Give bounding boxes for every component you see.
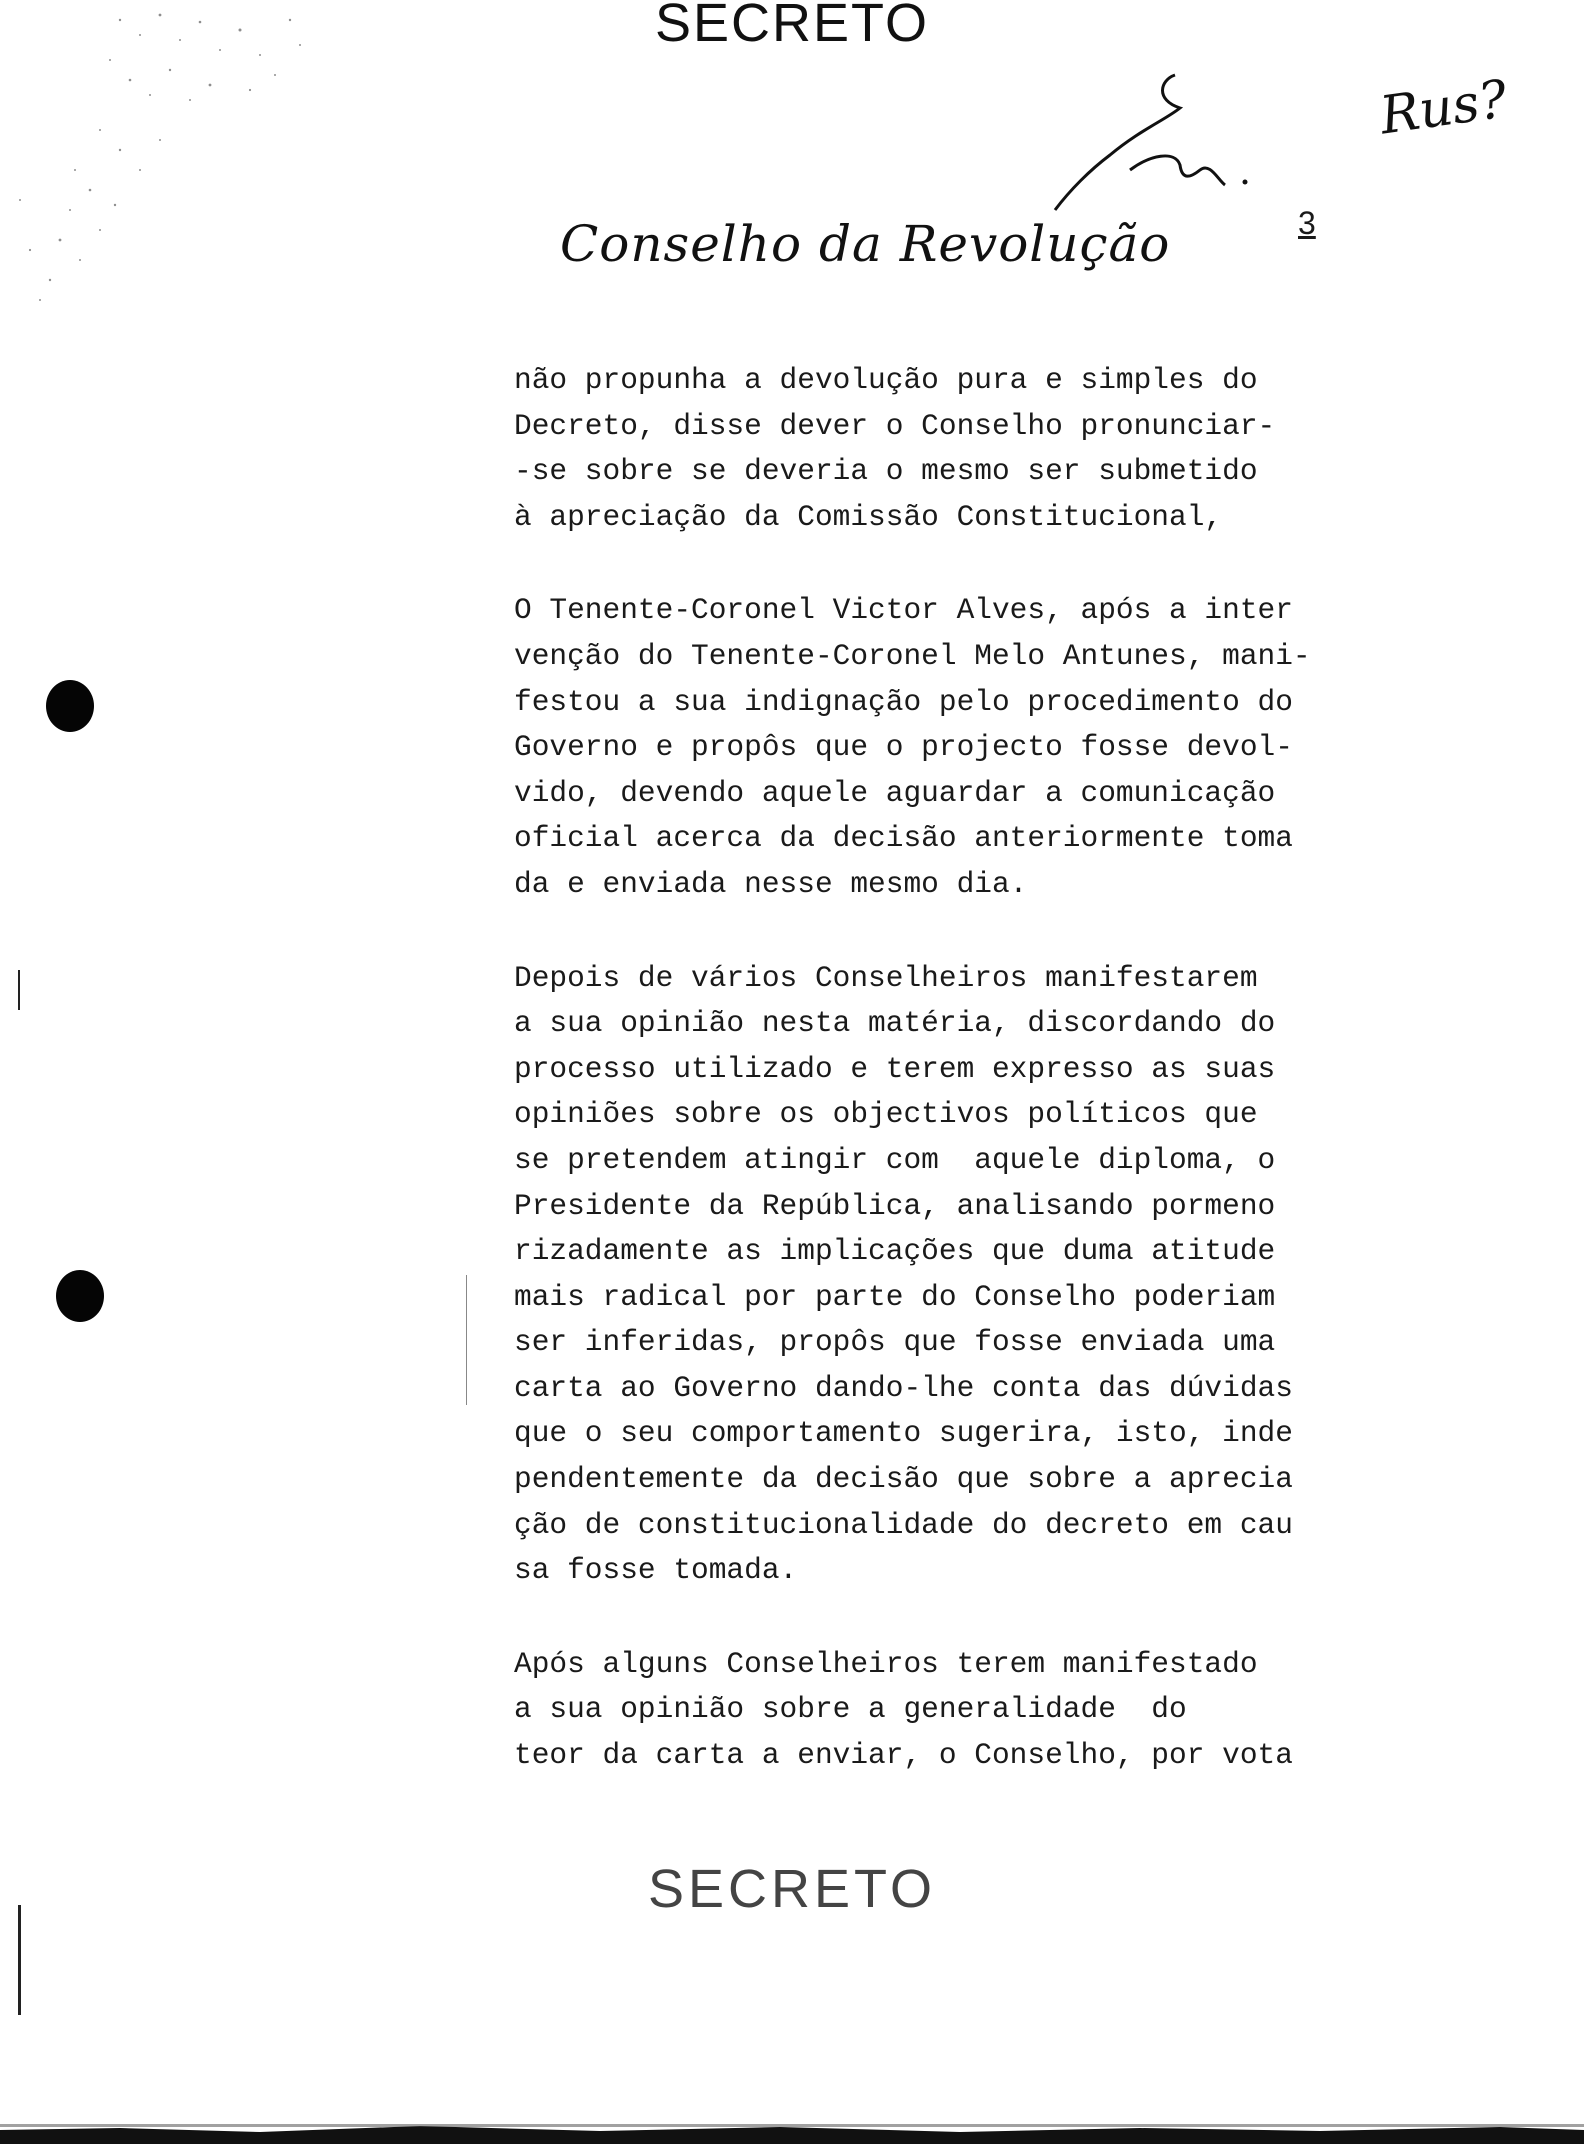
text-line: a sua opinião nesta matéria, discordando do — [514, 1006, 1276, 1041]
secret-stamp-bottom: SECRETO — [647, 1859, 937, 1919]
text-line: Decreto, disse dever o Conselho pronunciar- — [514, 408, 1276, 443]
text-line: oficial acerca da decisão anteriormente toma — [514, 821, 1293, 856]
text-line: se pretendem atingir com aquele diploma, o — [514, 1142, 1276, 1177]
text-line: que o seu comportamento sugerira, isto, inde — [514, 1416, 1293, 1451]
text-line: ser inferidas, propôs que fosse enviada uma — [514, 1325, 1276, 1360]
paragraph — [514, 956, 1344, 1594]
paragraph — [514, 588, 1344, 907]
text-line: carta ao Governo dando-lhe conta das dúvidas — [514, 1370, 1293, 1405]
text-line: da e enviada nesse mesmo dia. — [514, 866, 1028, 901]
scan-bottom-edge — [0, 2120, 1584, 2144]
paragraph — [514, 1642, 1344, 1779]
margin-mark — [18, 1905, 21, 2015]
text-line: ção de constitucionalidade do decreto em cau — [514, 1507, 1293, 1542]
text-line: teor da carta a enviar, o Conselho, por vota — [514, 1738, 1293, 1773]
margin-mark — [466, 1275, 467, 1405]
text-line: sa fosse tomada. — [514, 1553, 798, 1588]
text-line: rizadamente as implicações que duma atitude — [514, 1234, 1276, 1269]
text-line: Após alguns Conselheiros terem manifestado — [514, 1646, 1258, 1681]
scan-noise — [0, 0, 330, 360]
text-line: pendentemente da decisão que sobre a aprecia — [514, 1462, 1293, 1497]
text-line: processo utilizado e terem expresso as suas — [514, 1051, 1276, 1086]
binder-hole-bottom — [56, 1270, 104, 1322]
handwritten-rubric: Rus? — [1376, 69, 1511, 147]
text-line: a sua opinião sobre a generalidade do — [514, 1692, 1187, 1727]
text-line: mais radical por parte do Conselho poderiam — [514, 1279, 1276, 1314]
letterhead-title: Conselho da Revolução — [560, 215, 1171, 273]
secret-stamp-top: SECRETO — [654, 0, 930, 53]
text-line: O Tenente-Coronel Victor Alves, após a inter — [514, 593, 1293, 628]
paragraph — [514, 358, 1344, 540]
text-line: -se sobre se deveria o mesmo ser submetido — [514, 454, 1258, 489]
text-line: Presidente da República, analisando pormeno — [514, 1188, 1276, 1223]
page-number: 3 — [1298, 205, 1316, 241]
minutes-body — [514, 358, 1344, 1827]
handwritten-initials — [1050, 70, 1280, 220]
text-line: festou a sua indignação pelo procedimento do — [514, 684, 1293, 719]
binder-hole-top — [46, 680, 94, 732]
margin-mark — [18, 970, 20, 1010]
text-line: venção do Tenente-Coronel Melo Antunes, mani- — [514, 638, 1311, 673]
text-line: Depois de vários Conselheiros manifestarem — [514, 960, 1258, 995]
text-line: à apreciação da Comissão Constitucional, — [514, 499, 1223, 534]
text-line: opiniões sobre os objectivos políticos que — [514, 1097, 1258, 1132]
text-line: Governo e propôs que o projecto fosse devol- — [514, 730, 1293, 765]
text-line: vido, devendo aquele aguardar a comunicação — [514, 775, 1276, 810]
text-line: não propunha a devolução pura e simples do — [514, 363, 1258, 397]
